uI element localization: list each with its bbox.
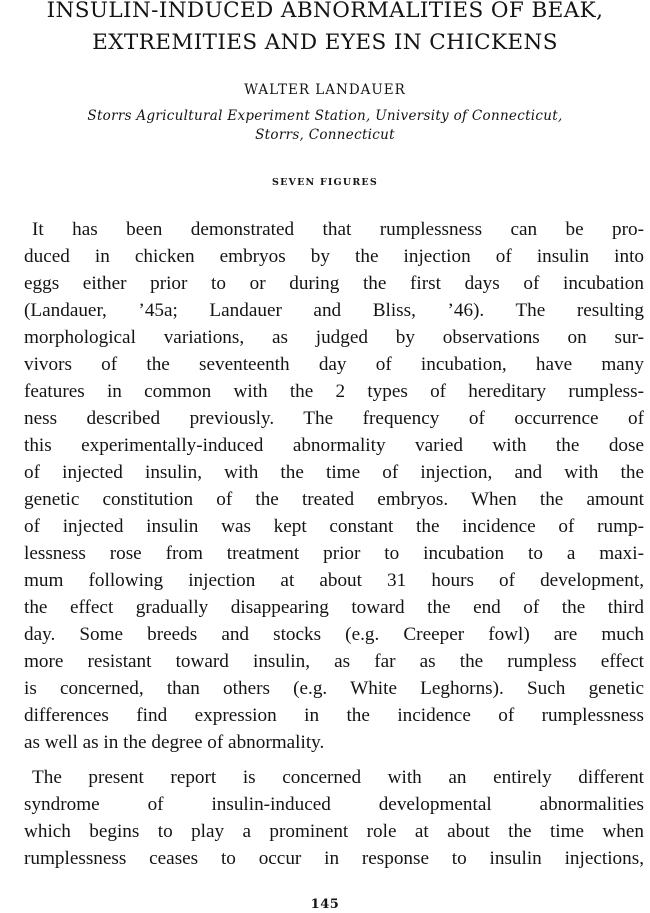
body-line: morphological variations, as judged by observations on sur- [24, 327, 644, 348]
body-line: is concerned, than others (e.g. White Leghorns). Such genetic [24, 678, 644, 699]
body-line: eggs either prior to or during the first days of incubation [24, 273, 644, 294]
body-line: ness described previously. The frequency of occurrence of [24, 408, 644, 429]
affiliation-line-2: Storrs, Connecticut [255, 127, 395, 143]
body-line: of injected insulin was kept constant the incidence of rump- [24, 516, 644, 537]
body-line: more resistant toward insulin, as far as the rumpless effect [24, 651, 644, 672]
body-line: genetic constitution of the treated embryos. When the amount [24, 489, 644, 510]
body-line: mum following injection at about 31 hours of development, [24, 570, 644, 591]
author-name: WALTER LANDAUER [244, 82, 406, 98]
body-line: features in common with the 2 types of hereditary rumpless- [24, 381, 644, 402]
body-line: syndrome of insulin-induced developmental abnormalities [24, 794, 644, 815]
body-line: The present report is concerned with an entirely different [32, 767, 644, 788]
body-line: of injected insulin, with the time of injection, and with the [24, 462, 644, 483]
body-line: (Landauer, ’45a; Landauer and Bliss, ’46). The resulting [24, 300, 644, 321]
body-line: day. Some breeds and stocks (e.g. Creeper fowl) are much [24, 624, 644, 645]
body-line: which begins to play a prominent role at about the time when [24, 821, 644, 842]
body-line: differences find expression in the incidence of rumplessness [24, 705, 644, 726]
article-title-line-1: INSULIN-INDUCED ABNORMALITIES OF BEAK, [46, 0, 604, 23]
body-line: lessness rose from treatment prior to incubation to a maxi- [24, 543, 644, 564]
body-line: It has been demonstrated that rumplessness can be pro- [32, 219, 644, 240]
article-title-line-2: EXTREMITIES AND EYES IN CHICKENS [92, 30, 558, 55]
figures-note: SEVEN FIGURES [272, 177, 378, 188]
body-line: rumplessness ceases to occur in response to insulin injections, [24, 848, 644, 869]
body-line: as well as in the degree of abnormality. [24, 732, 325, 753]
body-line: the effect gradually disappearing toward the end of the third [24, 597, 644, 618]
page-number: 145 [310, 897, 340, 912]
body-line: duced in chicken embryos by the injection of insulin into [24, 246, 644, 267]
affiliation-line-1: Storrs Agricultural Experiment Station, University of Connecticut, [87, 108, 563, 124]
body-line: vivors of the seventeenth day of incubation, have many [24, 354, 644, 375]
body-line: this experimentally-induced abnormality varied with the dose [24, 435, 644, 456]
